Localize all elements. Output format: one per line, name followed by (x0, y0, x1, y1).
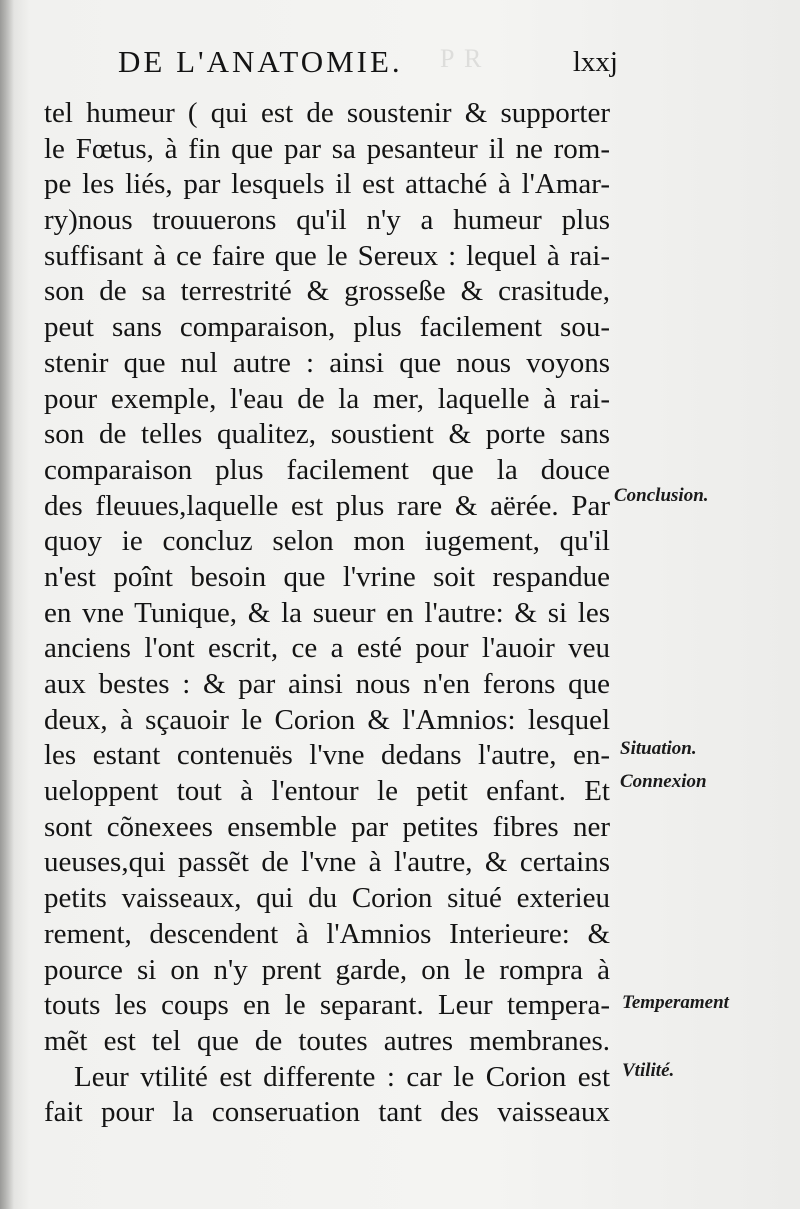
show-through-ghost-text: P R (440, 44, 484, 73)
folio-number: lxxj (572, 46, 618, 78)
text-line: pe les liés, par lesquels il est attaché à l'Amar- (44, 168, 610, 201)
margin-note-conclusion: Conclusion. (614, 485, 709, 506)
text-line: aux bestes : & par ainsi nous n'en ferons que (44, 668, 610, 700)
page-header (118, 44, 618, 88)
text-line: tel humeur ( qui est de soustenir & supporter (44, 97, 610, 129)
text-line: son de telles qualitez, soustient & porte sans (44, 418, 610, 451)
margin-note-connexion: Connexion (620, 771, 707, 792)
text-line: fait pour la conseruation tant des vaisseaux (44, 1096, 610, 1129)
text-line: ry)nous trouuerons qu'il n'y a humeur plus (44, 204, 610, 237)
text-line: peut sans comparaison, plus facilement sou- (44, 311, 610, 344)
text-line: comparaison plus facilement que la douce (44, 453, 610, 486)
text-line: des fleuues,laquelle est plus rare & aërée. Par (44, 489, 610, 522)
text-line: stenir que nul autre : ainsi que nous voyons (44, 346, 610, 379)
text-line: ueloppent tout à l'entour le petit enfant. Et (44, 775, 610, 808)
text-line: anciens l'ont escrit, ce a esté pour l'auoir veu (44, 632, 610, 665)
text-line: deux, à sçauoir le Corion & l'Amnios: lesquel (44, 703, 610, 736)
body-text (44, 96, 610, 1131)
text-line: ueuses,qui passẽt de l'vne à l'autre, & certains (44, 846, 610, 879)
text-line: pource si on n'y prent garde, on le rompra à (44, 953, 610, 986)
text-line: suffisant à ce faire que le Sereux : lequel à rai- (44, 239, 610, 272)
running-title: DE L'ANATOMIE. (118, 44, 403, 79)
text-line: mẽt est tel que de toutes autres membranes. (44, 1024, 610, 1057)
text-line: rement, descendent à l'Amnios Interieure: & (44, 917, 610, 950)
text-line: touts les coups en le separant. Leur tempera- (44, 989, 610, 1022)
text-line-indented: Leur vtilité est differente : car le Corion est (74, 1060, 610, 1093)
text-line: les estant contenuës l'vne dedans l'autre, en- (44, 739, 610, 772)
text-line: son de sa terrestrité & grosseße & crasitude, (44, 275, 610, 308)
text-line: pour exemple, l'eau de la mer, laquelle à rai- (44, 382, 610, 415)
text-line: petits vaisseaux, qui du Corion situé exterieu (44, 882, 610, 915)
margin-note-situation: Situation. (620, 738, 697, 759)
text-line: quoy ie concluz selon mon iugement, qu'il (44, 525, 610, 558)
text-line: le Fœtus, à fin que par sa pesanteur il ne rom- (44, 132, 610, 165)
text-line: sont cõnexees ensemble par petites fibres ner (44, 810, 610, 843)
gutter-shadow (0, 0, 14, 1209)
margin-note-temperament: Temperament (622, 992, 729, 1013)
text-line: en vne Tunique, & la sueur en l'autre: & si les (44, 596, 610, 629)
margin-note-vtilite: Vtilité. (622, 1060, 675, 1081)
text-line: n'est poînt besoin que l'vrine soit respandue (44, 560, 610, 593)
